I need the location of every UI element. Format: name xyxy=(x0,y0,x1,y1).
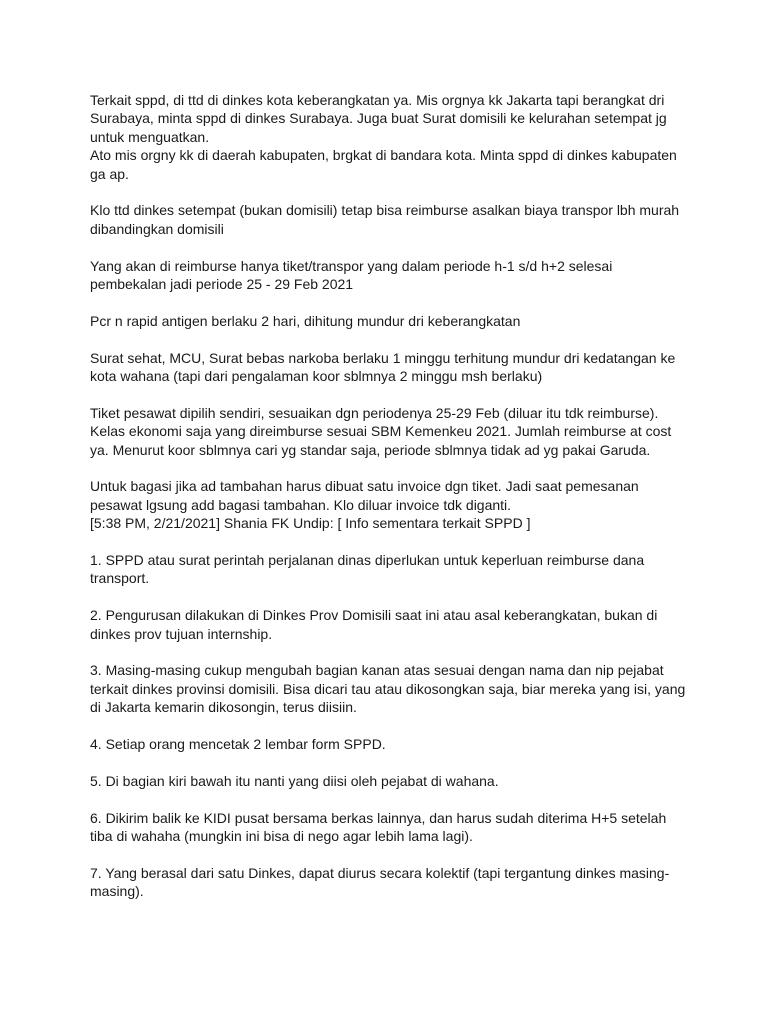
text-line: Yang akan di reimburse hanya tiket/transpor yang dalam periode h-1 s/d h+2 selesai xyxy=(90,257,613,274)
text-line: Surat sehat, MCU, Surat bebas narkoba berlaku 1 minggu terhitung mundur dri kedatangan ke xyxy=(90,349,676,366)
text-line: 7. Yang berasal dari satu Dinkes, dapat diurus secara kolektif (tapi tergantung dinkes masing- xyxy=(90,864,670,881)
document-body xyxy=(90,91,690,901)
text-line: [5:38 PM, 2/21/2021] Shania FK Undip: [ Info sementara terkait SPPD ] xyxy=(90,515,531,532)
list-item-6 xyxy=(90,809,690,846)
text-line: di Jakarta kemarin dikosongin, terus diisiin. xyxy=(90,699,357,716)
text-line: untuk menguatkan. xyxy=(90,128,210,145)
paragraph-pcr-antigen xyxy=(90,312,690,330)
text-line: Tiket pesawat dipilih sendiri, sesuaikan dgn periodenya 25-29 Feb (diluar itu tdk reimburse). xyxy=(90,404,659,421)
list-item-5 xyxy=(90,772,690,790)
paragraph-surat-sehat xyxy=(90,349,690,386)
text-line: Kelas ekonomi saja yang direimburse sesuai SBM Kemenkeu 2021. Jumlah reimburse at cost xyxy=(90,423,672,440)
text-line: transport. xyxy=(90,570,150,587)
text-line: Terkait sppd, di ttd di dinkes kota keberangkatan ya. Mis orgnya kk Jakarta tapi berangkat dri xyxy=(90,92,665,108)
text-line: ya. Menurut koor sblmnya cari yg standar saja, periode sblmnya tidak ad yg pakai Garuda. xyxy=(90,441,651,458)
list-item-1 xyxy=(90,551,690,588)
text-line: 4. Setiap orang mencetak 2 lembar form SPPD. xyxy=(90,736,386,753)
list-item-2 xyxy=(90,606,690,643)
text-line: 6. Dikirim balik ke KIDI pusat bersama berkas lainnya, dan harus sudah diterima H+5 setelah xyxy=(90,809,667,826)
text-line: 5. Di bagian kiri bawah itu nanti yang diisi oleh pejabat di wahana. xyxy=(90,772,499,789)
text-line: dibandingkan domisili xyxy=(90,220,224,237)
paragraph-bagasi xyxy=(90,477,690,532)
text-line: pembekalan jadi periode 25 - 29 Feb 2021 xyxy=(90,276,354,293)
paragraph-reimburse-periode xyxy=(90,257,690,294)
list-item-3 xyxy=(90,661,690,716)
paragraph-sppd-ttd xyxy=(90,91,690,183)
paragraph-tiket-pesawat xyxy=(90,404,690,459)
text-line: 2. Pengurusan dilakukan di Dinkes Prov Domisili saat ini atau asal keberangkatan, bukan di xyxy=(90,607,658,624)
text-line: Untuk bagasi jika ad tambahan harus dibuat satu invoice dgn tiket. Jadi saat pemesanan xyxy=(90,478,639,495)
text-line: ga ap. xyxy=(90,165,129,182)
text-line: 1. SPPD atau surat perintah perjalanan dinas diperlukan untuk keperluan reimburse dana xyxy=(90,552,645,569)
text-line: dinkes prov tujuan internship. xyxy=(90,625,273,642)
text-line: 3. Masing-masing cukup mengubah bagian kanan atas sesuai dengan nama dan nip pejabat xyxy=(90,662,664,679)
text-line: terkait dinkes provinsi domisili. Bisa dicari tau atau dikosongkan saja, biar mereka yang isi, yang xyxy=(90,680,686,697)
list-item-7 xyxy=(90,864,690,901)
text-line: Surabaya, minta sppd di dinkes Surabaya. Juga buat Surat domisili ke kelurahan setempat jg xyxy=(90,110,667,127)
list-item-4 xyxy=(90,735,690,753)
text-line: tiba di wahaha (mungkin ini bisa di nego agar lebih lama lagi). xyxy=(90,828,473,845)
text-line: pesawat lgsung add bagasi tambahan. Klo diluar invoice tdk diganti. xyxy=(90,496,512,513)
text-line: kota wahana (tapi dari pengalaman koor sblmnya 2 minggu msh berlaku) xyxy=(90,368,543,385)
paragraph-ttd-setempat xyxy=(90,201,690,238)
text-line: Ato mis orgny kk di daerah kabupaten, brgkat di bandara kota. Minta sppd di dinkes kabupaten xyxy=(90,147,677,164)
text-line: Pcr n rapid antigen berlaku 2 hari, dihitung mundur dri keberangkatan xyxy=(90,312,521,329)
text-line: Klo ttd dinkes setempat (bukan domisili) tetap bisa reimburse asalkan biaya transpor lbh murah xyxy=(90,202,680,219)
text-line: masing). xyxy=(90,883,144,900)
